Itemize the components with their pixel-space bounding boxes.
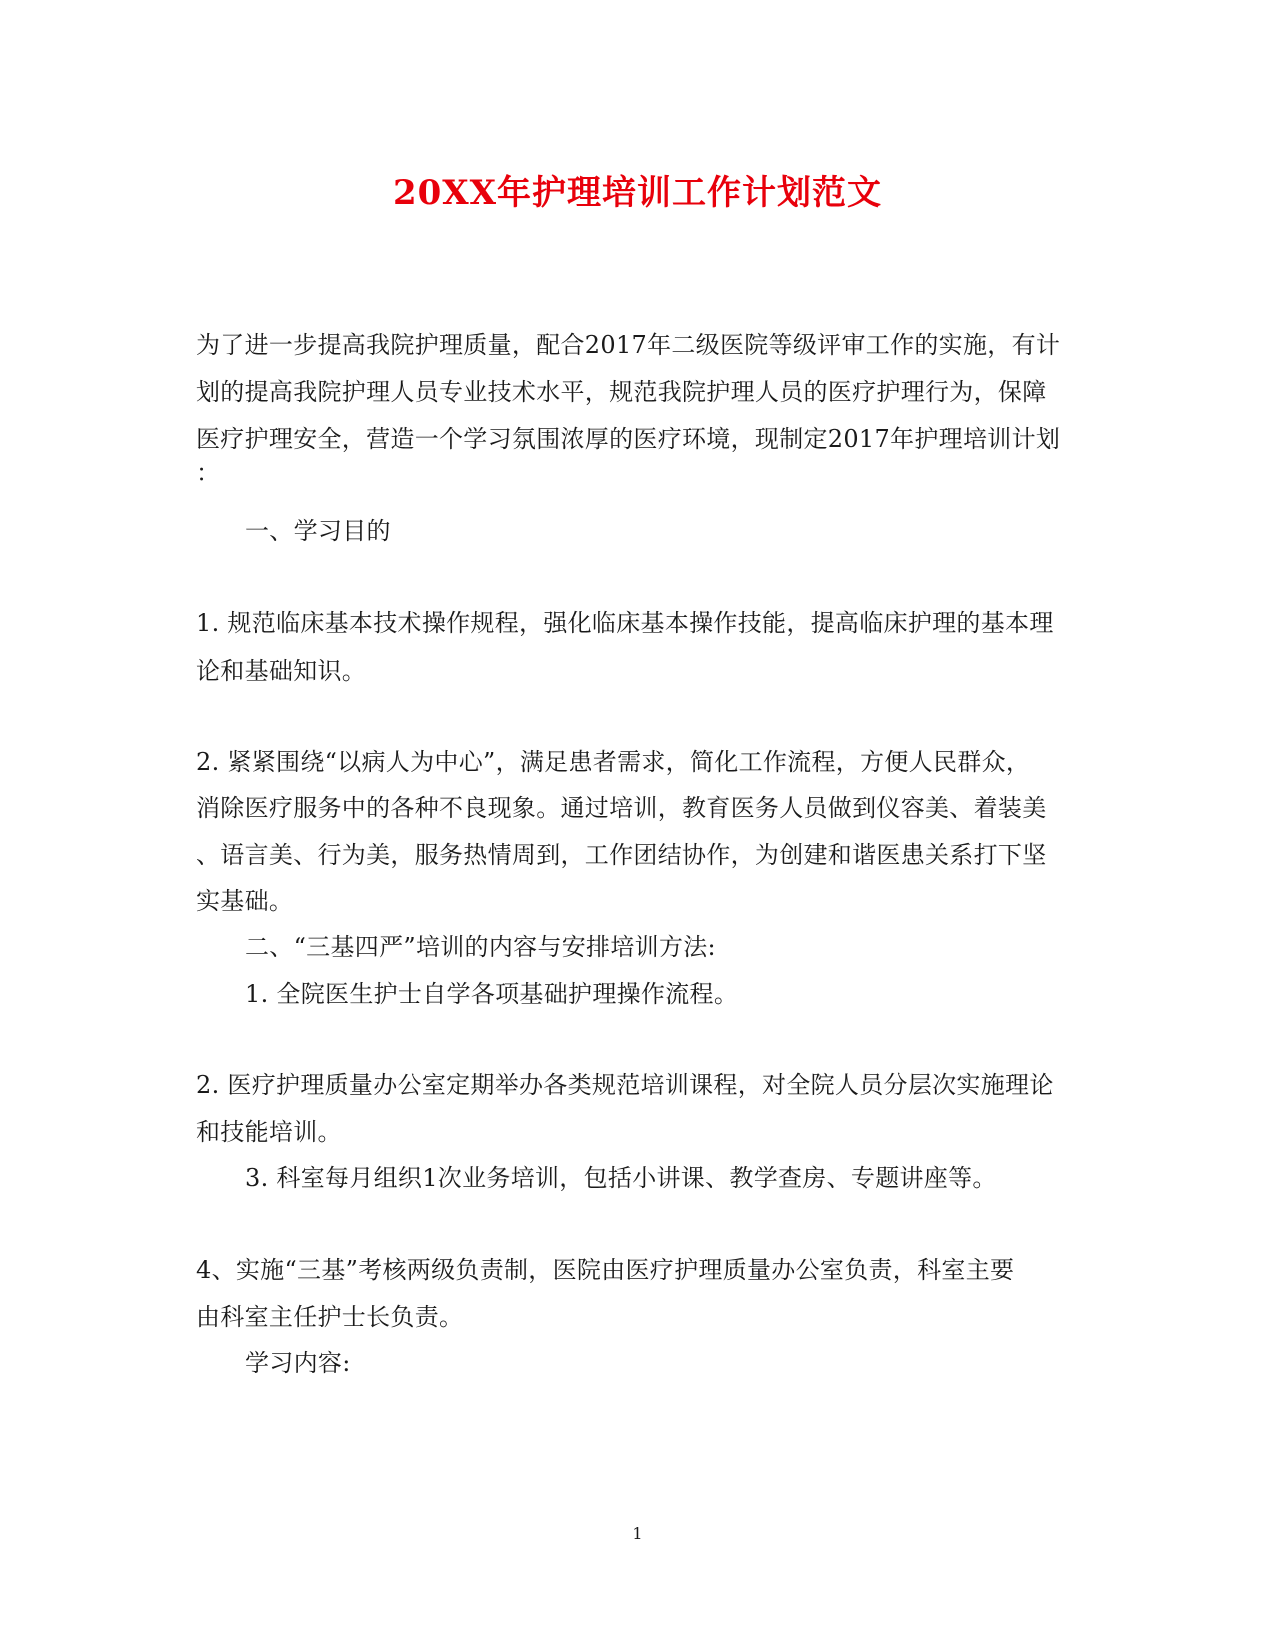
paragraph-line: 3. 科室每月组织1次业务培训，包括小讲课、教学查房、专题讲座等。: [245, 1164, 997, 1192]
paragraph-line: 2. 医疗护理质量办公室定期举办各类规范培训课程，对全院人员分层次实施理论: [196, 1071, 1054, 1099]
paragraph-line: 划的提高我院护理人员专业技术水平，规范我院护理人员的医疗护理行为，保障: [196, 378, 1047, 406]
section-heading: 一、学习目的: [245, 517, 391, 545]
paragraph-line: 消除医疗服务中的各种不良现象。通过培训，教育医务人员做到仪容美、着装美: [196, 794, 1047, 822]
paragraph-line: 1. 全院医生护士自学各项基础护理操作流程。: [245, 980, 739, 1008]
paragraph-line: 学习内容:: [245, 1349, 351, 1377]
section-heading: 二、“三基四严”培训的内容与安排培训方法:: [245, 933, 716, 961]
document-title: 20XX年护理培训工作计划范文: [392, 173, 883, 213]
paragraph-line: 和技能培训。: [196, 1118, 342, 1146]
paragraph-line: 1. 规范临床基本技术操作规程，强化临床基本操作技能，提高临床护理的基本理: [196, 609, 1054, 637]
page-number: 1: [632, 1524, 643, 1543]
paragraph-line: 为了进一步提高我院护理质量，配合2017年二级医院等级评审工作的实施，有计: [196, 331, 1061, 359]
paragraph-line: 论和基础知识。: [196, 657, 367, 685]
paragraph-line: 、语言美、行为美，服务热情周到，工作团结协作，为创建和谐医患关系打下坚: [196, 841, 1047, 869]
paragraph-line: 由科室主任护士长负责。: [196, 1303, 464, 1331]
paragraph-line: ：: [196, 459, 221, 487]
paragraph-line: 2. 紧紧围绕“以病人为中心”，满足患者需求，简化工作流程，方便人民群众，: [196, 748, 1031, 776]
paragraph-line: 实基础。: [196, 887, 294, 915]
paragraph-line: 医疗护理安全，营造一个学习氛围浓厚的医疗环境，现制定2017年护理培训计划: [196, 425, 1061, 453]
paragraph-line: 4、实施“三基”考核两级负责制，医院由医疗护理质量办公室负责，科室主要: [196, 1256, 1015, 1284]
